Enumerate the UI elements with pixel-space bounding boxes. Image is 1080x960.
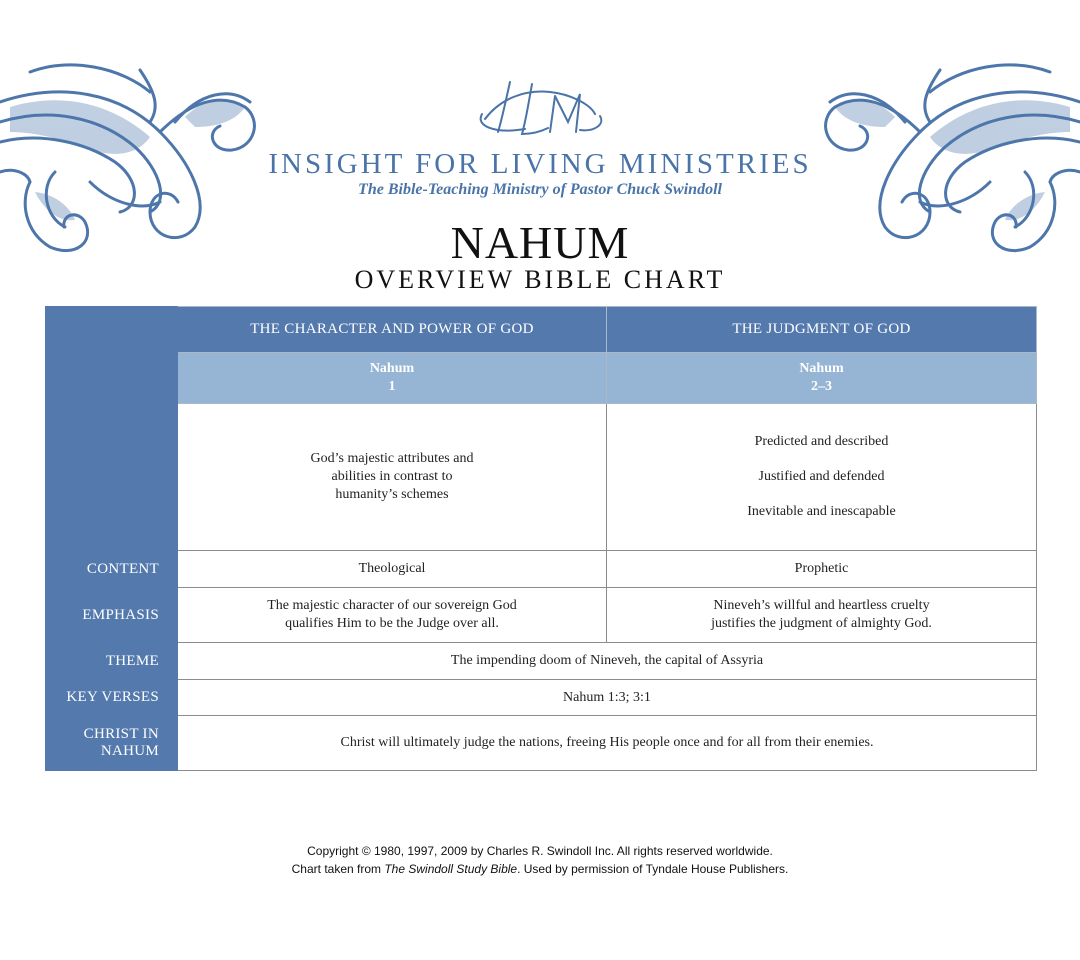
monogram-text: ILM xyxy=(539,142,541,143)
emphasis-line: The majestic character of our sovereign God xyxy=(267,598,517,613)
content-cell: Theological xyxy=(178,551,607,588)
label-column-blank xyxy=(46,307,178,551)
content-cell: Prophetic xyxy=(607,551,1037,588)
section-heading-row xyxy=(46,307,1037,353)
emphasis-row xyxy=(46,588,1037,643)
key-verses-cell: Nahum 1:3; 3:1 xyxy=(178,680,1037,716)
content-row xyxy=(46,551,1037,588)
christ-row xyxy=(46,716,1037,771)
permission-prefix: Chart taken from xyxy=(291,862,385,876)
summary-line: abilities in contrast to xyxy=(331,469,453,484)
org-tagline: The Bible-Teaching Ministry of Pastor Chuck Swindoll xyxy=(358,181,722,198)
reference-book: Nahum xyxy=(799,361,844,376)
section-heading: THE CHARACTER AND POWER OF GOD xyxy=(178,307,607,353)
emphasis-cell xyxy=(607,588,1037,643)
section-summary xyxy=(178,404,607,551)
page-title: NAHUM xyxy=(450,217,630,268)
emphasis-line: qualifies Him to be the Judge over all. xyxy=(285,616,499,631)
row-label-line: CHRIST IN xyxy=(83,726,159,742)
overview-chart-table xyxy=(45,306,1037,771)
ilm-monogram-logo xyxy=(470,74,610,144)
key-verses-row xyxy=(46,680,1037,716)
reference-chapters: 1 xyxy=(388,379,396,394)
section-heading: THE JUDGMENT OF GOD xyxy=(607,307,1037,353)
page-subtitle: OVERVIEW BIBLE CHART xyxy=(354,265,726,294)
summary-line: God’s majestic attributes and xyxy=(310,451,474,466)
row-label-theme: THEME xyxy=(46,643,178,680)
christ-cell: Christ will ultimately judge the nations, freeing His people once and for all from their enemies. xyxy=(178,716,1037,771)
emphasis-line: Nineveh’s willful and heartless cruelty xyxy=(713,598,930,613)
emphasis-line: justifies the judgment of almighty God. xyxy=(711,616,932,631)
copyright-footer xyxy=(0,842,1080,878)
org-name: INSIGHT FOR LIVING MINISTRIES xyxy=(268,148,812,180)
summary-line: humanity’s schemes xyxy=(335,487,449,502)
row-label-line: NAHUM xyxy=(100,743,159,759)
row-label-emphasis: EMPHASIS xyxy=(46,588,178,643)
row-label-christ xyxy=(46,716,178,771)
summary-line: Predicted and described xyxy=(754,434,889,449)
theme-row xyxy=(46,643,1037,680)
summary-line: Inevitable and inescapable xyxy=(747,504,896,519)
reference-row xyxy=(46,353,1037,404)
permission-suffix: . Used by permission of Tyndale House Publishers. xyxy=(517,862,789,876)
study-bible-title: The Swindoll Study Bible xyxy=(384,862,518,876)
row-label-key-verses: KEY VERSES xyxy=(46,680,178,716)
section-summary xyxy=(607,404,1037,551)
emphasis-cell xyxy=(178,588,607,643)
section-reference xyxy=(607,353,1037,404)
row-label-content: CONTENT xyxy=(46,551,178,588)
summary-line: Justified and defended xyxy=(758,469,885,484)
theme-cell: The impending doom of Nineveh, the capital of Assyria xyxy=(178,643,1037,680)
copyright-line: Copyright © 1980, 1997, 2009 by Charles R. Swindoll Inc. All rights reserved worldwide. xyxy=(307,844,773,858)
section-reference xyxy=(178,353,607,404)
summary-row xyxy=(46,404,1037,551)
reference-chapters: 2–3 xyxy=(811,379,832,394)
permission-line xyxy=(0,860,1080,878)
reference-book: Nahum xyxy=(369,361,415,376)
